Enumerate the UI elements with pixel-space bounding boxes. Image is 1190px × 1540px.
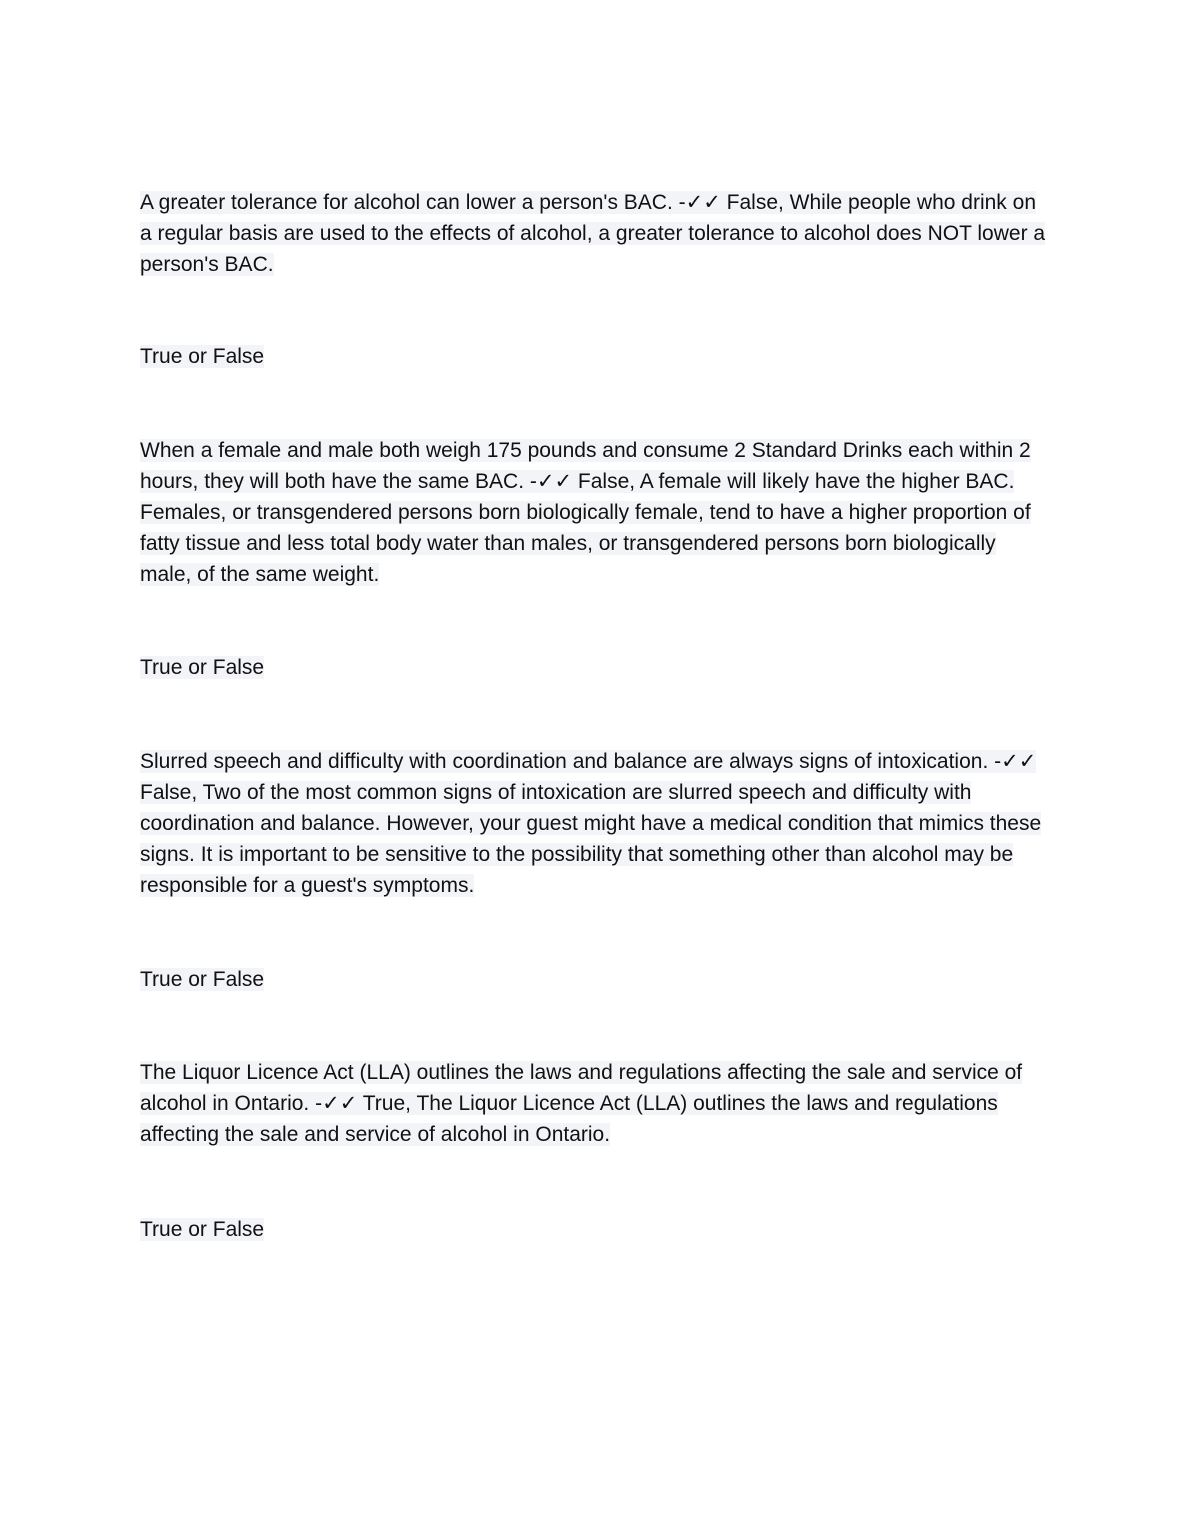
double-check-icon: ✓✓	[322, 1091, 358, 1115]
double-check-icon: ✓✓	[1001, 749, 1037, 773]
question-text: The Liquor Licence Act (LLA) outlines the laws and regulations affecting the sale and service of alcohol in Ontario. -	[140, 1061, 1023, 1115]
qa-item-4	[140, 1057, 1052, 1150]
question-text: Slurred speech and difficulty with coordination and balance are always signs of intoxication. -	[140, 750, 1002, 773]
double-check-icon: ✓✓	[536, 469, 573, 493]
true-false-label-3: True or False	[140, 968, 265, 991]
true-false-label-4: True or False	[140, 1218, 265, 1241]
question-text: A greater tolerance for alcohol can lower a person's BAC. -	[140, 191, 686, 214]
answer-text: False, A female will likely have the higher BAC. Females, or transgendered persons born biologically female, tend to have a higher proportion of fatty tissue and less total body water than males, or transgendered persons born biologically male, of the same weight.	[140, 470, 1031, 586]
question-text: When a female and male both weigh 175 pounds and consume 2 Standard Drinks each within 2 hours, they will both have the same BAC. -	[140, 439, 1031, 493]
answer-text: False, Two of the most common signs of intoxication are slurred speech and difficulty with coordination and balance. However, your guest might have a medical condition that mimics these signs. It is important to be sensitive to the possibility that something other than alcohol may be responsible for a guest's symptoms.	[140, 781, 1042, 897]
qa-item-1	[140, 187, 1052, 280]
true-false-label-2: True or False	[140, 656, 265, 679]
answer-text: False, While people who drink on a regular basis are used to the effects of alcohol, a greater tolerance to alcohol does NOT lower a person's BAC.	[140, 191, 1046, 276]
qa-item-3	[140, 746, 1052, 901]
answer-text: True, The Liquor Licence Act (LLA) outlines the laws and regulations affecting the sale and service of alcohol in Ontario.	[140, 1092, 998, 1146]
qa-item-2	[140, 435, 1052, 590]
double-check-icon: ✓✓	[685, 190, 721, 214]
true-false-label-1: True or False	[140, 345, 265, 368]
